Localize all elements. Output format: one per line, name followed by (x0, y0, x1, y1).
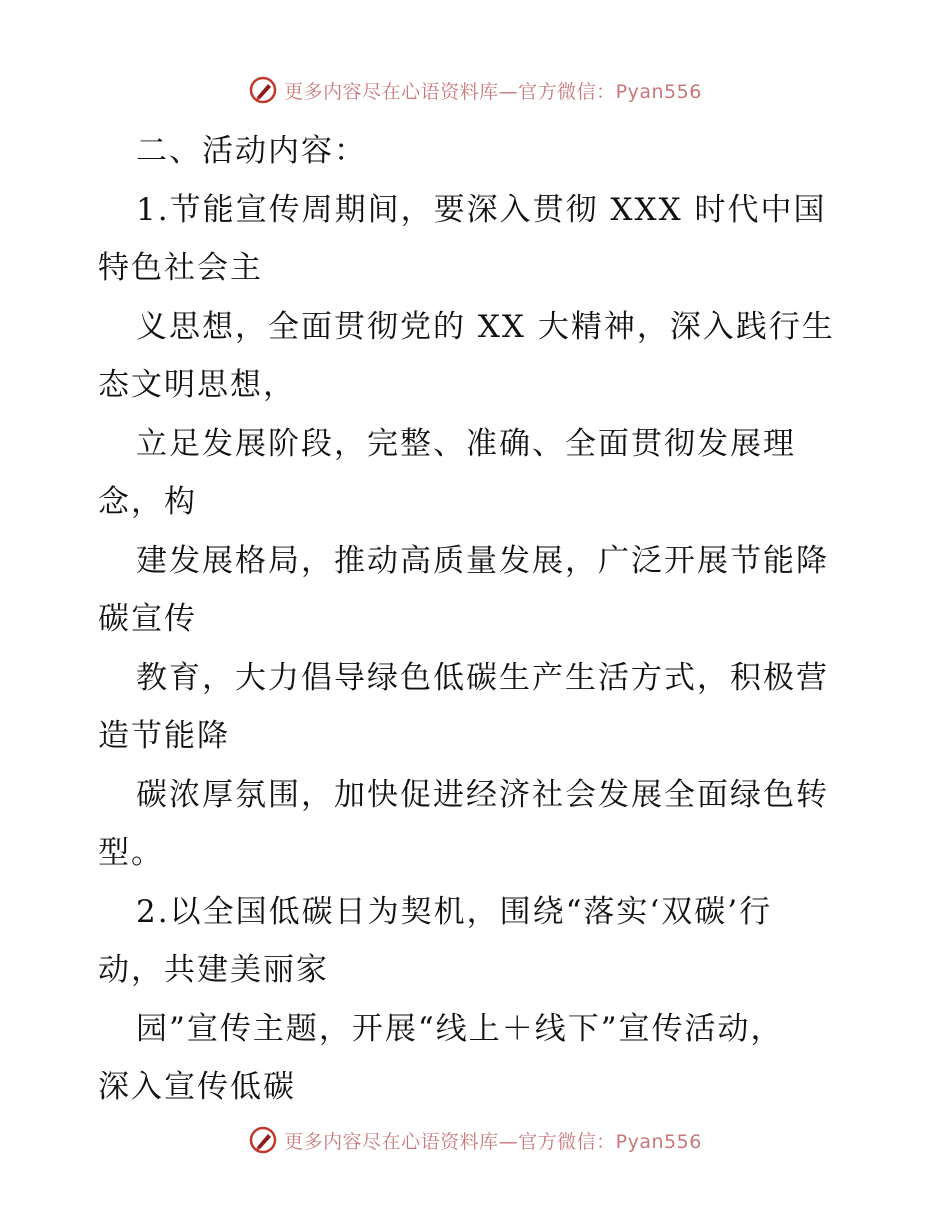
watermark-text: 更多内容尽在心语资料库—官方微信：Pyan556 (284, 80, 702, 103)
footer-watermark (0, 1120, 950, 1160)
paragraph-line: 碳浓厚氛围，加快促进经济社会发展全面绿色转 (136, 776, 829, 813)
paragraph-line: 造节能降 (98, 718, 230, 754)
paragraph-line: 深入宣传低碳 (98, 1069, 296, 1105)
paragraph-line: 态文明思想， (98, 367, 296, 403)
paragraph-line: 义思想，全面贯彻党的 XX 大精神，深入践行生 (136, 308, 835, 345)
section-heading: 二、活动内容： (136, 133, 367, 169)
paragraph-line: 2.以全国低碳日为契机，围绕“落实‘双碳’行 (136, 893, 773, 930)
paragraph-line: 型。 (98, 835, 164, 871)
paragraph-line: 立足发展阶段，完整、准确、全面贯彻发展理 (136, 425, 796, 462)
pen-logo-icon (248, 75, 278, 105)
paragraph-line: 动，共建美丽家 (98, 952, 329, 988)
paragraph-line: 碳宣传 (98, 601, 197, 637)
watermark-text: 更多内容尽在心语资料库—官方微信：Pyan556 (284, 1130, 702, 1153)
paragraph-line: 教育，大力倡导绿色低碳生产生活方式，积极营 (136, 659, 829, 696)
paragraph-line: 园”宣传主题，开展“线上＋线下”宣传活动， (136, 1010, 784, 1047)
header-watermark (0, 70, 950, 110)
paragraph-line: 建发展格局，推动高质量发展，广泛开展节能降 (136, 542, 829, 579)
document-body (98, 122, 858, 1117)
paragraph-line: 念，构 (98, 484, 197, 520)
paragraph-line: 特色社会主 (98, 250, 263, 286)
paragraph-line: 1.节能宣传周期间，要深入贯彻 XXX 时代中国 (136, 191, 827, 228)
pen-logo-icon (248, 1125, 278, 1155)
